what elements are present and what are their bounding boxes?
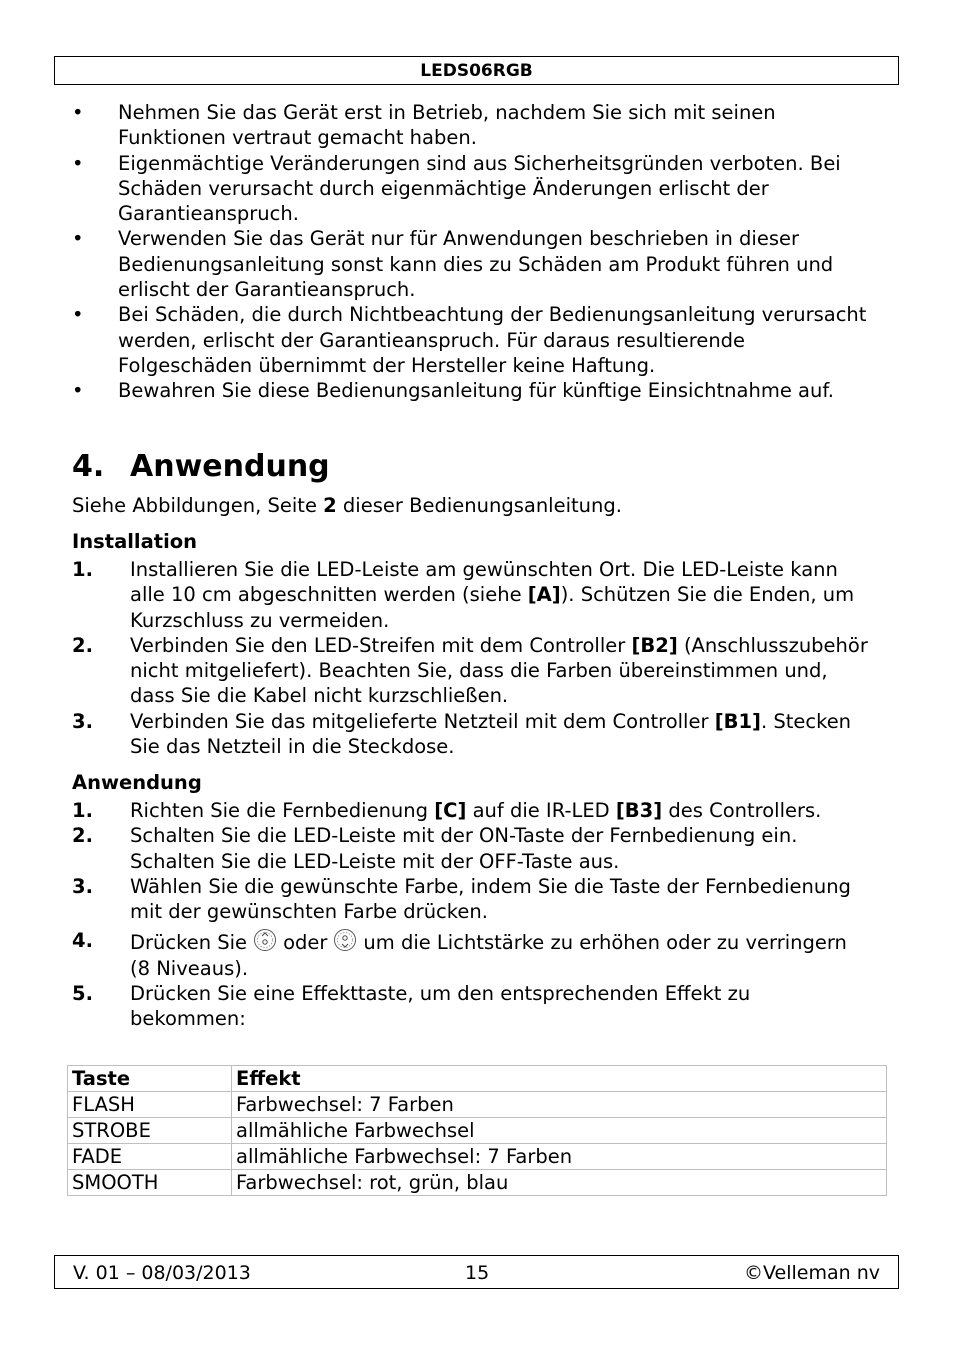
bullet-glyph: • — [72, 151, 84, 175]
column-header-key: Taste — [68, 1066, 232, 1092]
table-cell: FLASH — [68, 1092, 232, 1118]
table-cell: Farbwechsel: 7 Farben — [232, 1092, 887, 1118]
table-row — [68, 1092, 887, 1118]
table-cell: allmähliche Farbwechsel — [232, 1118, 887, 1144]
list-item: 1. Installieren Sie die LED-Leiste am gewünschten Ort. Die LED-Leiste kann alle 10 cm abgeschnitten werden (siehe [A]). Schützen Sie die Enden, um Kurzschluss zu vermeiden. — [72, 558, 855, 632]
table-cell: Farbwechsel: rot, grün, blau — [232, 1170, 887, 1196]
table-cell: allmähliche Farbwechsel: 7 Farben — [232, 1144, 887, 1170]
list-item: 1. Richten Sie die Fernbedienung [C] auf die IR-LED [B3] des Controllers. — [72, 799, 822, 822]
copyright: ©Velleman nv — [744, 1262, 880, 1284]
page-header — [54, 56, 899, 85]
list-item: 3. Wählen Sie die gewünschte Farbe, indem Sie die Taste der Fernbedienung mit der gewünschten Farbe drücken. — [72, 874, 851, 924]
section-number: 4. — [72, 449, 105, 484]
page-reference: 2 — [323, 494, 337, 517]
bullet-glyph: • — [72, 227, 84, 251]
bullet-glyph: • — [72, 303, 84, 327]
table-row — [68, 1118, 887, 1144]
installation-heading: Installation — [72, 530, 198, 553]
table-cell: FADE — [68, 1144, 232, 1170]
list-item: 5. Drücken Sie eine Effekttaste, um den entsprechenden Effekt zu bekommen: — [72, 982, 751, 1031]
table-cell: SMOOTH — [68, 1170, 232, 1196]
usage-heading: Anwendung — [72, 771, 202, 794]
list-item: • Bei Schäden, die durch Nichtbeachtung der Bedienungsanleitung verursacht werden, erlischt der Garantieanspruch. Für daraus resultierende Folgeschäden übernimmt der Hersteller keine Haftung. — [72, 303, 867, 377]
table-row — [68, 1144, 887, 1170]
list-item: 3. Verbinden Sie das mitgelieferte Netzteil mit dem Controller [B1]. Stecken Sie das Netzteil in die Steckdose. — [72, 709, 852, 759]
brightness-down-icon — [333, 928, 357, 952]
brightness-up-icon — [253, 928, 277, 952]
column-header-effect: Effekt — [232, 1066, 887, 1092]
list-item: 2. Verbinden Sie den LED-Streifen mit dem Controller [B2] (Anschlusszubehör nicht mitgeliefert). Beachten Sie, dass die Farben übereinstimmen und, dass Sie die Kabel nicht kurzschließen. — [72, 633, 868, 708]
list-item: • Eigenmächtige Veränderungen sind aus Sicherheitsgründen verboten. Bei Schäden verursacht durch eigenmächtige Änderungen erlischt der Garantieanspruch. — [72, 151, 841, 226]
list-item: • Verwenden Sie das Gerät nur für Anwendungen beschrieben in dieser Bedienungsanleitung sonst kann dies zu Schäden am Produkt führen und erlischt der Garantieanspruch. — [72, 227, 834, 302]
section-intro: Siehe Abbildungen, Seite 2 dieser Bedienungsanleitung. — [72, 494, 622, 517]
list-item: • Nehmen Sie das Gerät erst in Betrieb, nachdem Sie sich mit seinen Funktionen vertraut gemacht haben. — [72, 101, 776, 150]
table-header-row — [68, 1066, 887, 1092]
page-number: 15 — [465, 1262, 490, 1284]
bullet-glyph: • — [72, 101, 84, 124]
section-title — [72, 448, 330, 486]
usage-steps — [72, 798, 872, 1032]
bullet-glyph: • — [72, 379, 84, 403]
list-item: 4. Drücken Sie oder um die Lichtstärke zu erhöhen oder zu verringern (8 Niveaus). — [72, 929, 847, 980]
version-date: V. 01 – 08/03/2013 — [73, 1262, 251, 1284]
installation-steps — [72, 557, 872, 759]
effects-table — [67, 1065, 887, 1196]
section-title-text: Anwendung — [130, 449, 330, 484]
table-row — [68, 1170, 887, 1196]
page-footer — [54, 1255, 899, 1289]
table-cell: STROBE — [68, 1118, 232, 1144]
safety-bullet-list — [72, 100, 872, 404]
list-item: • Bewahren Sie diese Bedienungsanleitung für künftige Einsichtnahme auf. — [72, 379, 834, 403]
model-name: LEDS06RGB — [420, 61, 533, 81]
list-item: 2. Schalten Sie die LED-Leiste mit der ON-Taste der Fernbedienung ein. Schalten Sie die LED-Leiste mit der OFF-Taste aus. — [72, 824, 798, 873]
